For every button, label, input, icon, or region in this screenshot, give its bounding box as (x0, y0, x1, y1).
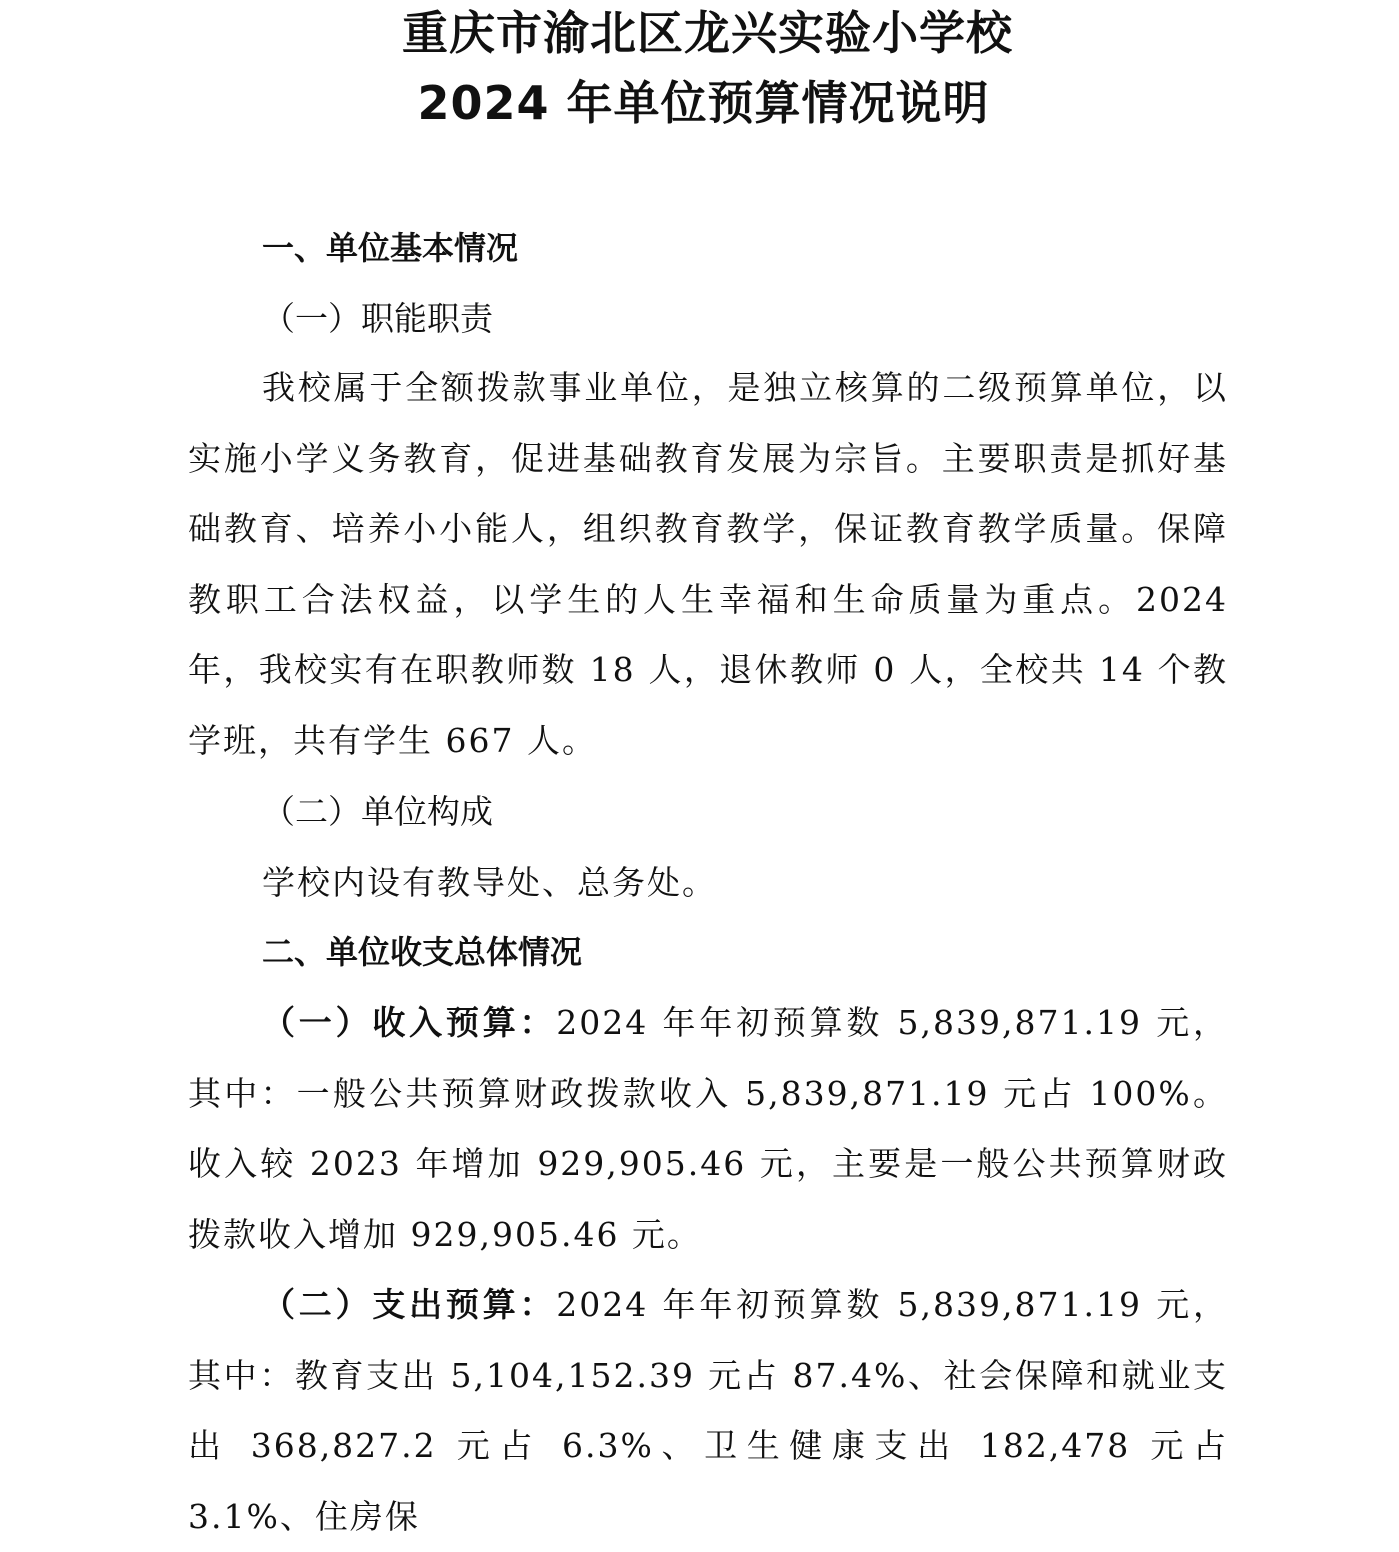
section1-heading: 一、单位基本情况 (262, 229, 519, 267)
section1-sub2-paragraph: 学校内设有教导处、总务处。 (262, 863, 717, 902)
section1-sub1-paragraph: 我校属于全额拨款事业单位，是独立核算的二级预算单位，以实施小学义务教育，促进基础教育发展为宗旨。主要职责是抓好基础教育、培养小小能人，组织教育教学，保证教育教学质量。保障教职工合法权益，以学生的人生幸福和生命质量为重点。2024 年，我校实有在职教师数 18 人，退休教师 0 人，全校共 14 个教学班，共有学生 667 人。 (188, 368, 1228, 760)
section1-sub2-heading: （二）单位构成 (262, 792, 493, 831)
section1-sub1-heading: （一）职能职责 (262, 299, 493, 338)
section2-expense-paragraph (188, 1270, 1228, 1552)
document-title-line1: 重庆市渝北区龙兴实验小学校 (402, 6, 1013, 60)
expense-text: 2024 年年初预算数 5,839,871.19 元，其中：教育支出 5,104,152.39 元占 87.4%、社会保障和就业支出 368,827.2 元占 6.3%、卫生健康支出 182,478 元占 3.1%、住房保 (188, 1285, 1229, 1536)
section2-income-paragraph (188, 988, 1228, 1270)
income-text: 2024 年年初预算数 5,839,871.19 元，其中：一般公共预算财政拨款收入 5,839,871.19 元占 100%。收入较 2023 年增加 929,905.46 元，主要是一般公共预算财政拨款收入增加 929,905.46 元。 (188, 1003, 1229, 1254)
section2-heading: 二、单位收支总体情况 (262, 933, 583, 971)
income-label: （一）收入预算： (262, 1003, 557, 1042)
expense-label: （二）支出预算： (262, 1285, 557, 1324)
document-title-line2: 2024 年单位预算情况说明 (417, 76, 990, 130)
